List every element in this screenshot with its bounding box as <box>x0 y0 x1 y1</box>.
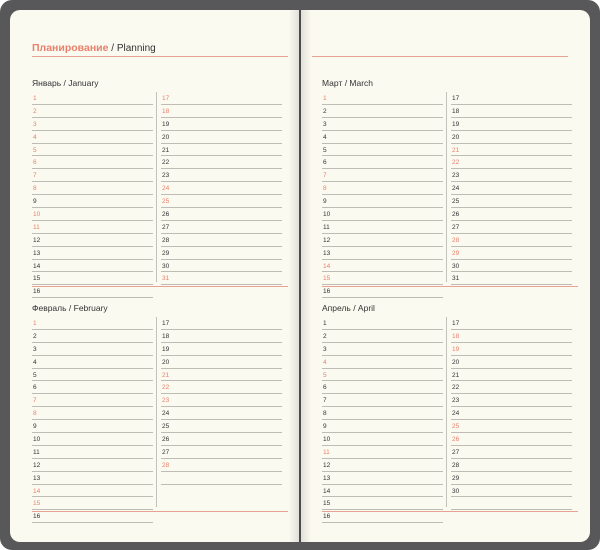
day-line: 13 <box>322 247 443 260</box>
page-title <box>32 42 156 54</box>
day-line: 12 <box>32 459 153 472</box>
day-line: 28 <box>451 234 572 247</box>
day-line: 5 <box>32 369 153 382</box>
day-line: 11 <box>322 221 443 234</box>
day-line: 11 <box>32 446 153 459</box>
day-line: 17 <box>161 317 282 330</box>
day-line: 18 <box>451 330 572 343</box>
month-title: Февраль / February <box>32 303 108 313</box>
day-line: 19 <box>451 343 572 356</box>
day-line: 8 <box>32 182 153 195</box>
month-title: Январь / January <box>32 78 99 88</box>
day-line: 30 <box>451 260 572 273</box>
day-line: 15 <box>322 497 443 510</box>
day-line: 1 <box>322 317 443 330</box>
day-line: 23 <box>451 169 572 182</box>
days-column-1 <box>322 92 443 298</box>
day-line: 8 <box>322 182 443 195</box>
day-line: 5 <box>322 369 443 382</box>
day-line: 2 <box>322 330 443 343</box>
month-rule <box>32 511 288 512</box>
day-line: 16 <box>32 285 153 298</box>
day-line: 20 <box>451 131 572 144</box>
day-line: 27 <box>451 221 572 234</box>
days-column-2 <box>451 92 572 285</box>
day-line: 4 <box>32 356 153 369</box>
day-line: 12 <box>32 234 153 247</box>
day-line: 4 <box>32 131 153 144</box>
day-line: 26 <box>451 433 572 446</box>
day-line: 25 <box>451 420 572 433</box>
day-line: 13 <box>322 472 443 485</box>
day-line: 28 <box>451 459 572 472</box>
month-title: Апрель / April <box>322 303 375 313</box>
day-line: 9 <box>322 195 443 208</box>
title-en: / Planning <box>111 43 156 54</box>
day-line: 11 <box>322 446 443 459</box>
day-line: 14 <box>322 485 443 498</box>
day-line: 25 <box>161 195 282 208</box>
day-line: 1 <box>322 92 443 105</box>
day-line <box>451 497 572 510</box>
day-line: 9 <box>322 420 443 433</box>
days-column-2 <box>451 317 572 510</box>
title-ru: Планирование <box>32 42 109 54</box>
day-line: 13 <box>32 247 153 260</box>
day-line: 3 <box>32 118 153 131</box>
day-line: 5 <box>32 144 153 157</box>
day-line: 14 <box>32 485 153 498</box>
days-column-1 <box>322 317 443 523</box>
days-column-1 <box>32 317 153 523</box>
day-line: 28 <box>161 234 282 247</box>
day-line <box>161 472 282 485</box>
day-line: 22 <box>161 381 282 394</box>
day-line: 23 <box>161 169 282 182</box>
day-line: 16 <box>322 510 443 523</box>
days-column-2 <box>161 317 282 485</box>
day-line: 29 <box>161 247 282 260</box>
day-line: 15 <box>322 272 443 285</box>
day-line: 27 <box>161 446 282 459</box>
day-line: 26 <box>451 208 572 221</box>
day-line: 30 <box>451 485 572 498</box>
day-line: 25 <box>161 420 282 433</box>
day-line: 1 <box>32 92 153 105</box>
day-line: 19 <box>161 118 282 131</box>
day-line: 21 <box>451 369 572 382</box>
day-line: 3 <box>32 343 153 356</box>
day-line: 8 <box>322 407 443 420</box>
day-line: 18 <box>161 330 282 343</box>
right-page <box>301 10 590 542</box>
day-line: 9 <box>32 420 153 433</box>
days-column-1 <box>32 92 153 298</box>
day-line: 3 <box>322 118 443 131</box>
day-line: 6 <box>322 156 443 169</box>
day-line: 4 <box>322 356 443 369</box>
day-line: 21 <box>161 369 282 382</box>
day-line: 12 <box>322 459 443 472</box>
day-line: 15 <box>32 497 153 510</box>
day-line: 23 <box>451 394 572 407</box>
day-line: 22 <box>451 156 572 169</box>
day-line: 22 <box>161 156 282 169</box>
day-line: 24 <box>161 182 282 195</box>
day-line: 15 <box>32 272 153 285</box>
day-line: 2 <box>32 105 153 118</box>
day-line: 8 <box>32 407 153 420</box>
day-line: 7 <box>322 169 443 182</box>
day-line: 16 <box>32 510 153 523</box>
column-divider <box>446 317 447 507</box>
day-line: 10 <box>322 208 443 221</box>
day-line: 13 <box>32 472 153 485</box>
day-line: 24 <box>451 182 572 195</box>
day-line: 10 <box>322 433 443 446</box>
day-line: 24 <box>451 407 572 420</box>
day-line: 30 <box>161 260 282 273</box>
month-rule <box>322 511 578 512</box>
day-line: 9 <box>32 195 153 208</box>
day-line: 21 <box>161 144 282 157</box>
day-line: 6 <box>32 156 153 169</box>
day-line: 26 <box>161 208 282 221</box>
column-divider <box>156 317 157 507</box>
day-line: 10 <box>32 433 153 446</box>
day-line: 31 <box>161 272 282 285</box>
day-line: 2 <box>322 105 443 118</box>
title-rule <box>312 56 568 57</box>
column-divider <box>446 92 447 282</box>
month-title: Март / March <box>322 78 374 88</box>
day-line: 28 <box>161 459 282 472</box>
day-line: 6 <box>32 381 153 394</box>
day-line: 14 <box>32 260 153 273</box>
day-line: 17 <box>451 317 572 330</box>
day-line: 25 <box>451 195 572 208</box>
day-line: 10 <box>32 208 153 221</box>
day-line: 7 <box>322 394 443 407</box>
day-line: 26 <box>161 433 282 446</box>
book-gutter <box>289 10 311 542</box>
day-line: 19 <box>451 118 572 131</box>
day-line: 19 <box>161 343 282 356</box>
left-page <box>10 10 299 542</box>
day-line: 6 <box>322 381 443 394</box>
day-line: 31 <box>451 272 572 285</box>
title-rule <box>32 56 288 57</box>
day-line: 4 <box>322 131 443 144</box>
day-line: 20 <box>451 356 572 369</box>
month-rule <box>322 286 578 287</box>
day-line: 3 <box>322 343 443 356</box>
day-line: 17 <box>451 92 572 105</box>
day-line: 20 <box>161 356 282 369</box>
day-line: 24 <box>161 407 282 420</box>
day-line: 14 <box>322 260 443 273</box>
day-line: 27 <box>451 446 572 459</box>
day-line: 18 <box>161 105 282 118</box>
day-line: 7 <box>32 394 153 407</box>
day-line: 23 <box>161 394 282 407</box>
day-line: 29 <box>451 472 572 485</box>
day-line: 11 <box>32 221 153 234</box>
day-line: 18 <box>451 105 572 118</box>
column-divider <box>156 92 157 282</box>
day-line: 21 <box>451 144 572 157</box>
day-line: 12 <box>322 234 443 247</box>
day-line: 2 <box>32 330 153 343</box>
day-line: 16 <box>322 285 443 298</box>
day-line: 7 <box>32 169 153 182</box>
day-line: 17 <box>161 92 282 105</box>
days-column-2 <box>161 92 282 285</box>
day-line: 5 <box>322 144 443 157</box>
month-rule <box>32 286 288 287</box>
day-line: 1 <box>32 317 153 330</box>
day-line: 29 <box>451 247 572 260</box>
day-line: 27 <box>161 221 282 234</box>
day-line: 22 <box>451 381 572 394</box>
day-line: 20 <box>161 131 282 144</box>
